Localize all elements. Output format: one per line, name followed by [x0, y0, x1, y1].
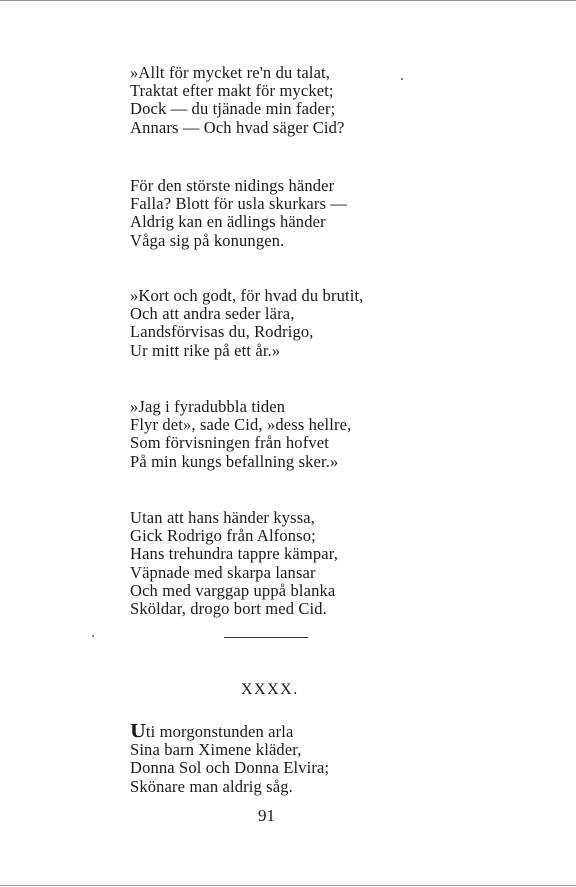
first-line-text: ti morgonstunden arla [145, 722, 294, 741]
verse-line: Annars — Och hvad säger Cid? [130, 117, 345, 137]
decorated-initial: U [130, 721, 146, 742]
page-number: 91 [258, 806, 275, 825]
verse-line: Traktat efter makt för mycket; [130, 81, 334, 101]
print-speck [401, 78, 403, 80]
print-speck [92, 635, 94, 637]
verse-line-with-initial [130, 723, 329, 741]
stanza-5 [130, 509, 338, 618]
verse-line: »Kort och godt, för hvad du brutit, [130, 286, 364, 305]
verse-line: Hans trehundra tappre kämpar, [130, 544, 339, 564]
verse-line: Våga sig på konungen. [130, 230, 285, 250]
verse-line: Sköldar, drogo bort med Cid. [130, 599, 327, 619]
verse-line: Donna Sol och Donna Elvira; [130, 758, 330, 778]
verse-line: För den störste nidings händer [130, 176, 335, 195]
verse-line: Dock — du tjänade min fader; [130, 99, 336, 119]
verse-line: Sina barn Ximene kläder, [130, 740, 302, 760]
chapter-heading: XXXX. [241, 681, 299, 698]
section-separator [224, 637, 308, 638]
stanza-1 [130, 64, 345, 137]
stanza-3 [130, 287, 363, 360]
verse-line: »Allt för mycket re'n du talat, [130, 63, 331, 82]
verse-line: Ur mitt rike på ett år.» [130, 340, 281, 360]
verse-line: Som förvisningen från hofvet [130, 433, 329, 453]
chapter-opening-stanza [130, 723, 329, 796]
verse-line: Utan att hans händer kyssa, [130, 508, 316, 527]
verse-line: Landsförvisas du, Rodrigo, [130, 322, 314, 342]
verse-line: Aldrig kan en ädlings händer [130, 212, 326, 232]
stanza-2 [130, 177, 347, 250]
verse-line: Och att andra seder lära, [130, 304, 295, 324]
verse-line: Gick Rodrigo från Alfonso; [130, 526, 316, 546]
top-page-edge [0, 0, 576, 1]
verse-line: »Jag i fyradubbla tiden [130, 397, 286, 416]
verse-line: Skönare man aldrig såg. [130, 776, 293, 796]
verse-line: Och med varggap uppå blanka [130, 580, 336, 600]
verse-line: Falla? Blott för usla skurkars — [130, 194, 347, 214]
bottom-page-edge [0, 885, 576, 886]
verse-line: På min kungs befallning sker.» [130, 451, 339, 471]
stanza-4 [130, 398, 351, 471]
verse-line: Väpnade med skarpa lansar [130, 562, 316, 582]
verse-line: Flyr det», sade Cid, »dess hellre, [130, 415, 352, 435]
